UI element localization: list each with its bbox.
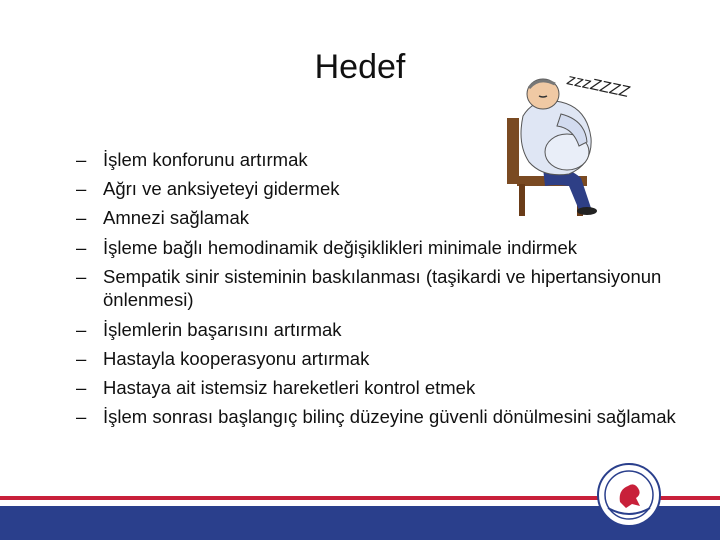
bullet-dash: – — [76, 347, 87, 369]
bullet-text: İşlem konforunu artırmak — [103, 149, 308, 170]
bullet-dash: – — [76, 236, 87, 258]
slide-title: Hedef — [314, 48, 406, 86]
bullet-item — [76, 265, 676, 312]
bullet-dash: – — [76, 406, 87, 428]
sleeping-man-icon — [495, 68, 645, 218]
bullet-text: İşlem sonrası başlangıç bilinç düzeyine güvenli dönülmesini sağlamak — [103, 406, 676, 428]
bullet-item — [76, 347, 676, 371]
bullet-text: Amnezi sağlamak — [103, 207, 250, 229]
bullet-text: Hastaya ait istemsiz hareketleri kontrol etmek — [103, 376, 476, 398]
bullet-text: Hastayla kooperasyonu artırmak — [103, 347, 370, 369]
bullet-item — [76, 405, 676, 429]
bullet-text: İşleme bağlı hemodinamik değişiklikleri minimale indirmek — [103, 236, 577, 258]
bullet-dash: – — [76, 178, 87, 200]
bullet-dash: – — [76, 207, 87, 229]
bullet-item — [76, 318, 676, 342]
bullet-dash: – — [76, 318, 87, 340]
bullet-dash: – — [76, 376, 87, 398]
snore-text: zzzZZZZ — [565, 71, 631, 102]
bullet-item — [76, 236, 676, 260]
bullet-dash: – — [76, 149, 87, 170]
bullet-text: Ağrı ve anksiyeteyi gidermek — [103, 178, 340, 200]
bullet-dash: – — [76, 265, 87, 287]
bullet-item — [76, 376, 676, 400]
bullet-text: Sempatik sinir sisteminin baskılanması (taşikardi ve hipertansiyonun önlenmesi) — [103, 265, 662, 311]
university-seal-icon — [596, 462, 662, 528]
bullet-text: İşlemlerin başarısını artırmak — [103, 318, 342, 340]
